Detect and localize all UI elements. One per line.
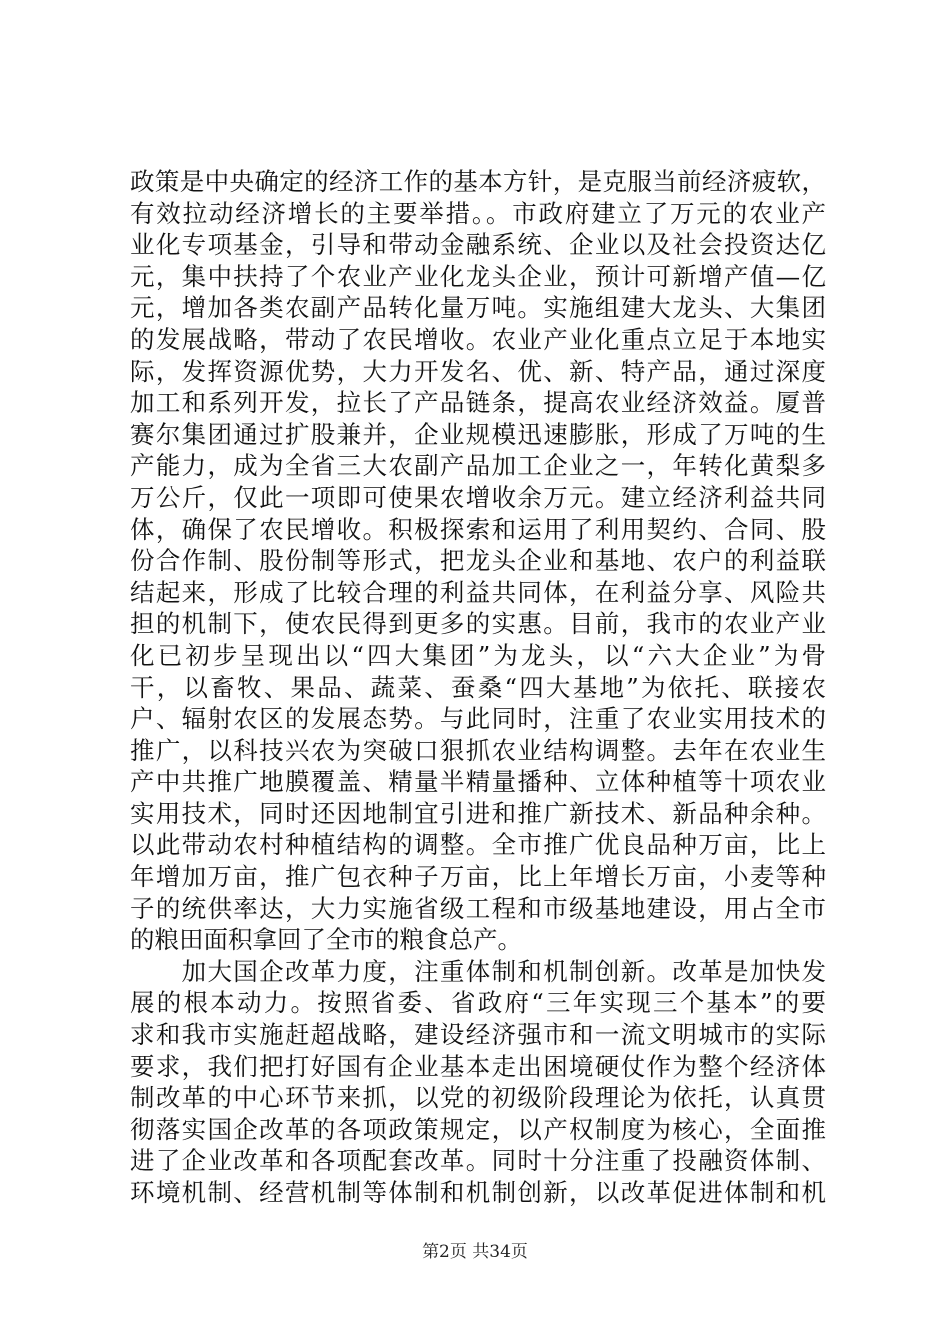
text-line: 体，确保了农民增收。积极探索和运用了利用契约、合同、股 <box>130 514 826 544</box>
text-line: 进了企业改革和各项配套改革。同时十分注重了投融资体制、 <box>130 1146 826 1176</box>
text-line: 产中共推广地膜覆盖、精量半精量播种、立体种植等十项农业 <box>130 767 826 797</box>
text-line: 彻落实国企改革的各项政策规定，以产权制度为核心，全面推 <box>130 1114 826 1144</box>
text-line: 产能力，成为全省三大农副产品加工企业之一，年转化黄梨多 <box>130 451 826 481</box>
text-line: 赛尔集团通过扩股兼并，企业规模迅速膨胀，形成了万吨的生 <box>130 419 826 449</box>
text-line: 万公斤，仅此一项即可使果农增收余万元。建立经济利益共同 <box>130 482 826 512</box>
text-line: 结起来，形成了比较合理的利益共同体，在利益分享、风险共 <box>130 577 826 607</box>
text-line: 担的机制下，使农民得到更多的实惠。目前，我市的农业产业 <box>130 609 826 639</box>
text-line: 元，集中扶持了个农业产业化龙头企业，预计可新增产值—亿 <box>130 261 826 291</box>
text-line: 有效拉动经济增长的主要举措。。市政府建立了万元的农业产 <box>130 198 826 228</box>
text-line: 环境机制、经营机制等体制和机制创新，以改革促进体制和机 <box>130 1178 826 1207</box>
text-line-paragraph-end: 的粮田面积拿回了全市的粮食总产。 <box>130 925 522 955</box>
text-line: 实用技术，同时还因地制宜引进和推广新技术、新品种余种。 <box>130 798 826 828</box>
text-line: 年增加万亩，推广包衣种子万亩，比上年增长万亩，小麦等种 <box>130 862 826 892</box>
text-line: 政策是中央确定的经济工作的基本方针，是克服当前经济疲软， <box>130 167 826 196</box>
text-line: 制改革的中心环节来抓，以党的初级阶段理论为依托，认真贯 <box>130 1083 826 1113</box>
text-line: 子的统供率达，大力实施省级工程和市级基地建设，用占全市 <box>130 893 826 923</box>
text-line: 的发展战略，带动了农民增收。农业产业化重点立足于本地实 <box>130 324 826 354</box>
text-line: 求和我市实施赶超战略，建设经济强市和一流文明城市的实际 <box>130 1020 826 1050</box>
text-line: 业化专项基金，引导和带动金融系统、企业以及社会投资达亿 <box>130 230 826 260</box>
body-text <box>130 166 826 1209</box>
text-line: 要求，我们把打好国有企业基本走出困境硬仗作为整个经济体 <box>130 1051 826 1081</box>
text-line: 化已初步呈现出以“四大集团”为龙头，以“六大企业”为骨 <box>130 640 826 670</box>
text-line: 展的根本动力。按照省委、省政府“三年实现三个基本”的要 <box>130 988 826 1018</box>
text-line: 干，以畜牧、果品、蔬菜、蚕桑“四大基地”为依托、联接农 <box>130 672 826 702</box>
text-line: 际，发挥资源优势，大力开发名、优、新、特产品，通过深度 <box>130 356 826 386</box>
text-line: 份合作制、股份制等形式，把龙头企业和基地、农户的利益联 <box>130 546 826 576</box>
text-line: 以此带动农村种植结构的调整。全市推广优良品种万亩，比上 <box>130 830 826 860</box>
page-number-footer: 第2页 共34页 <box>422 1242 528 1262</box>
text-line: 加工和系列开发，拉长了产品链条，提高农业经济效益。厦普 <box>130 388 826 418</box>
text-line: 户、辐射农区的发展态势。与此同时，注重了农业实用技术的 <box>130 704 826 734</box>
text-line-paragraph-start: 加大国企改革力度，注重体制和机制创新。改革是加快发 <box>130 956 826 986</box>
text-line: 元，增加各类农副产品转化量万吨。实施组建大龙头、大集团 <box>130 293 826 323</box>
text-line: 推广，以科技兴农为突破口狠抓农业结构调整。去年在农业生 <box>130 735 826 765</box>
